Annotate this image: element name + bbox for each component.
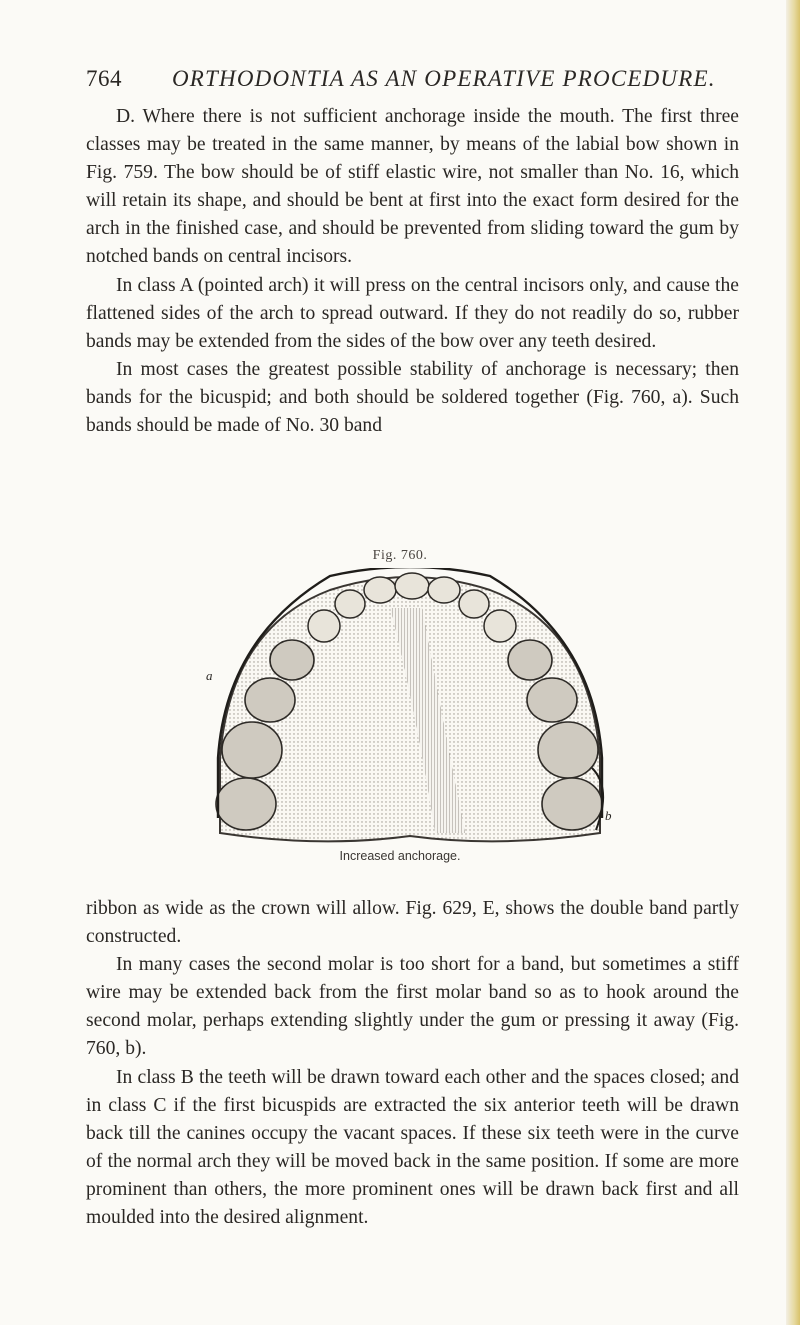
paragraph: In most cases the greatest possible stability of anchorage is necessary; then bands for the bicuspid; and both should be soldered together (Fig. 760, a). Such bands should be made of No. 30 band bbox=[86, 358, 739, 437]
figure-dental-arch bbox=[200, 568, 620, 876]
label-a: a bbox=[206, 668, 213, 683]
page-edge bbox=[786, 0, 800, 1325]
running-header bbox=[86, 66, 746, 100]
figure-label: Fig. 760. bbox=[372, 548, 428, 563]
dental-arch-illustration bbox=[200, 568, 620, 848]
body-text-top bbox=[86, 103, 739, 440]
body-text-bottom bbox=[86, 895, 739, 1232]
paragraph: In class B the teeth will be drawn toward each other and the spaces closed; and in class C if the first bicuspids are extracted the six anterior teeth will be drawn back till the canines occupy the vacant spaces. If these six teeth were in the curve of the normal arch they will be moved back in the same position. If some are more prominent than others, the more prominent ones will be drawn back first and all moulded into the desired alignment. bbox=[86, 1066, 739, 1229]
paragraph: In class A (pointed arch) it will press on the central incisors only, and cause the flattened sides of the arch to spread outward. If they do not readily do so, rubber bands may be extended from the sides of the bow over any teeth desired. bbox=[86, 274, 739, 352]
running-title: ORTHODONTIA AS AN OPERATIVE PROCEDURE. bbox=[172, 66, 716, 91]
figure-caption: Increased anchorage. bbox=[339, 849, 461, 863]
paragraph: D. Where there is not sufficient anchorage inside the mouth. The first three classes may be treated in the same manner, by means of the labial bow shown in Fig. 759. The bow should be of stiff elastic wire, not smaller than No. 16, which will retain its shape, and should be bent at first into the exact form desired for the arch in the finished case, and should be prevented from sliding toward the gum by notched bands on central incisors. bbox=[86, 106, 739, 268]
page-number: 764 bbox=[86, 66, 122, 91]
paragraph: ribbon as wide as the crown will allow. Fig. 629, E, shows the double band partly constructed. bbox=[86, 898, 739, 948]
label-b: b bbox=[605, 808, 612, 823]
paragraph: In many cases the second molar is too short for a band, but sometimes a stiff wire may be extended back from the first molar band so as to hook around the second molar, perhaps extending slightly under the gum or pressing it away (Fig. 760, b). bbox=[86, 954, 739, 1060]
